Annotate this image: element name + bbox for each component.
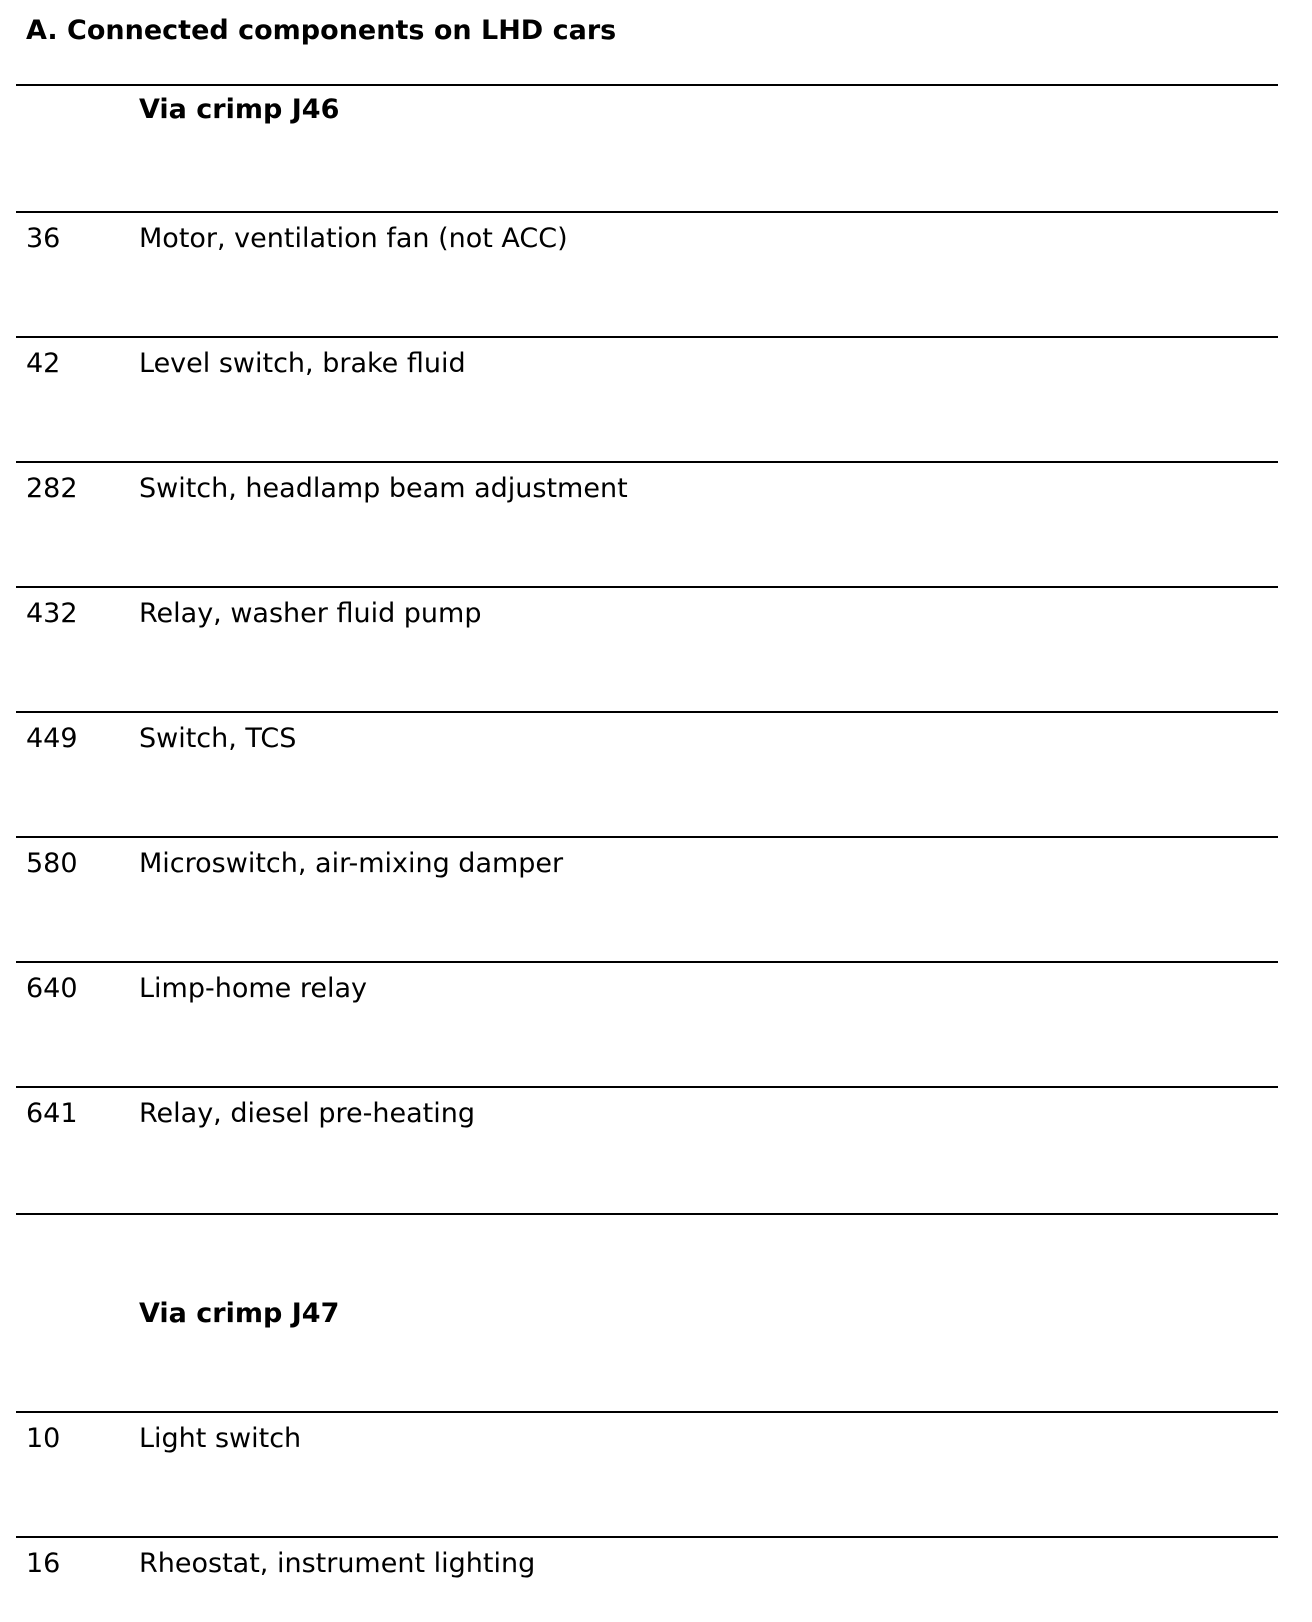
table-divider	[16, 1086, 1278, 1088]
component-description: Rheostat, instrument lighting	[139, 1548, 536, 1579]
component-number: 10	[26, 1423, 61, 1454]
component-number: 36	[26, 223, 61, 254]
component-description: Level switch, brake fluid	[139, 348, 466, 379]
table-divider	[16, 84, 1278, 86]
group-heading-j47: Via crimp J47	[139, 1298, 340, 1329]
component-description: Relay, washer fluid pump	[139, 598, 482, 629]
group-heading-j46: Via crimp J46	[139, 94, 340, 125]
component-description: Relay, diesel pre-heating	[139, 1098, 475, 1129]
table-row	[0, 971, 1312, 1011]
table-divider	[16, 1411, 1278, 1413]
table-row	[0, 1096, 1312, 1136]
component-number: 282	[26, 473, 78, 504]
component-description: Switch, headlamp beam adjustment	[139, 473, 628, 504]
component-description: Microswitch, air-mixing damper	[139, 848, 564, 879]
table-row	[0, 1421, 1312, 1461]
table-divider	[16, 1536, 1278, 1538]
table-divider	[16, 461, 1278, 463]
table-row	[0, 471, 1312, 511]
table-row	[0, 221, 1312, 261]
component-number: 640	[26, 973, 78, 1004]
component-description: Limp-home relay	[139, 973, 367, 1004]
table-divider	[16, 1213, 1278, 1215]
table-divider	[16, 211, 1278, 213]
component-number: 580	[26, 848, 78, 879]
table-row	[0, 721, 1312, 761]
table-divider	[16, 336, 1278, 338]
table-row	[0, 596, 1312, 636]
component-description: Light switch	[139, 1423, 302, 1454]
table-row	[0, 846, 1312, 886]
table-divider	[16, 836, 1278, 838]
table-row	[0, 1546, 1312, 1586]
component-number: 42	[26, 348, 61, 379]
component-description: Switch, TCS	[139, 723, 297, 754]
component-number: 16	[26, 1548, 61, 1579]
table-row	[0, 346, 1312, 386]
table-divider	[16, 961, 1278, 963]
component-number: 449	[26, 723, 78, 754]
table-divider	[16, 586, 1278, 588]
page-title: A. Connected components on LHD cars	[26, 15, 617, 46]
table-divider	[16, 711, 1278, 713]
component-description: Motor, ventilation fan (not ACC)	[139, 223, 568, 254]
component-number: 641	[26, 1098, 78, 1129]
component-number: 432	[26, 598, 78, 629]
